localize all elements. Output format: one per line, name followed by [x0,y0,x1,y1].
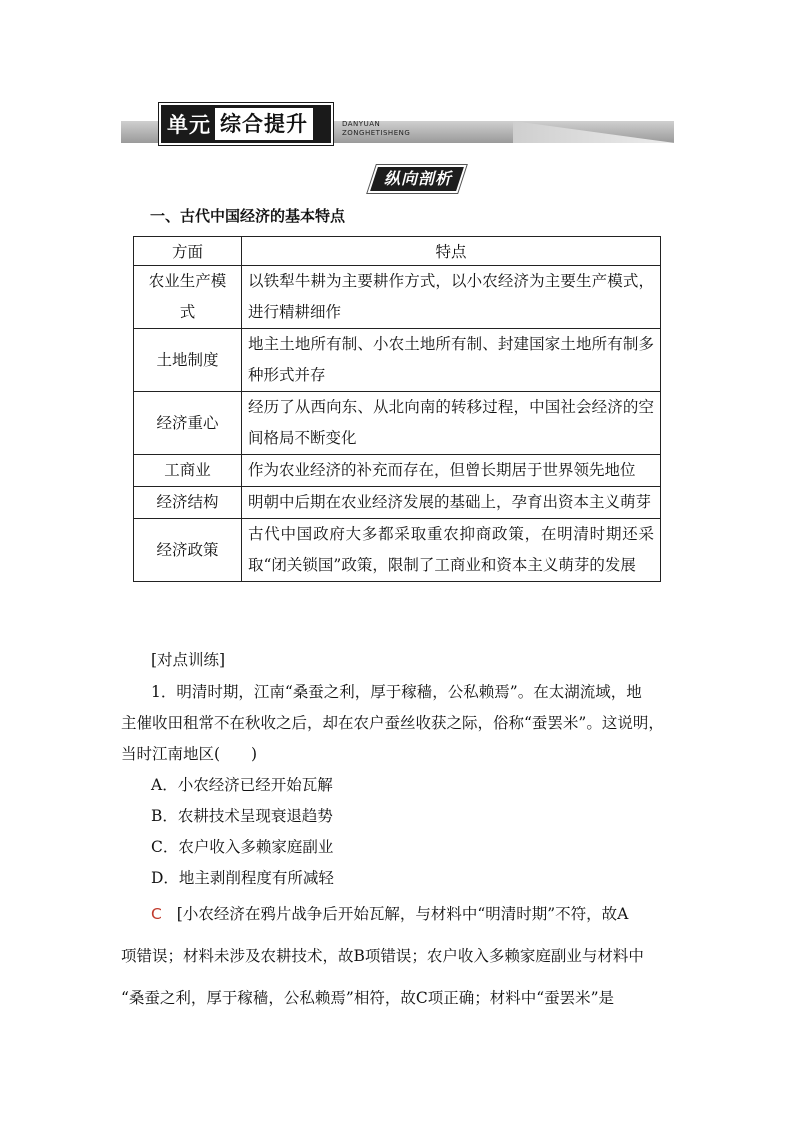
answer-line [151,902,628,924]
banner-pinyin [342,120,410,138]
table-cell-aspect: 土地制度 [134,329,242,392]
training-label: [对点训练] [151,651,226,669]
table-row [134,266,661,329]
table-row [134,455,661,487]
answer-line: “桑蚕之利，厚于稼穑，公私赖焉”相符，故C项正确；材料中“蚕罢米”是 [121,989,615,1007]
answer-text: [小农经济在鸦片战争后开始瓦解，与材料中“明清时期”不符，故A [176,905,629,923]
unit-badge [159,103,333,145]
option-b: B．农耕技术呈现衰退趋势 [151,807,333,825]
table-row [134,392,661,455]
section-tag: 纵向剖析 [383,169,452,188]
table-cell-aspect: 经济结构 [134,487,242,519]
table-cell-feature: 地主土地所有制、小农土地所有制、封建国家土地所有制多种形式并存 [242,329,661,392]
unit-banner [121,103,674,143]
table-header-row [134,237,661,266]
table-row [134,329,661,392]
pinyin-line-2: ZONGHETISHENG [342,129,411,137]
table-row [134,519,661,582]
answer-line: 项错误；材料未涉及农耕技术，故B项错误；农户收入多赖家庭副业与材料中 [121,947,644,965]
aspect-line: 农业生产模 [148,272,227,290]
table-cell-feature: 作为农业经济的补充而存在，但曾长期居于世界领先地位 [242,455,661,487]
table-cell-feature: 明朝中后期在农业经济发展的基础上，孕育出资本主义萌芽 [242,487,661,519]
table-cell-aspect: 经济重心 [134,392,242,455]
question-line: 主催收田租常不在秋收之后，却在农户蚕丝收获之际，俗称“蚕罢米”。这说明， [121,714,664,732]
question-line: 当时江南地区( ) [121,745,258,763]
option-c: C．农户收入多赖家庭副业 [151,838,334,856]
option-a: A．小农经济已经开始瓦解 [151,776,333,794]
table-cell-feature: 古代中国政府大多都采取重农抑商政策，在明清时期还采取“闭关锁国”政策，限制了工商业和资本主义萌芽的发展 [242,519,661,582]
table-header-aspect: 方面 [134,237,242,266]
option-d: D．地主剥削程度有所减轻 [151,869,334,887]
table-header-feature: 特点 [242,237,661,266]
badge-text-summary: 综合提升 [215,108,313,140]
table-cell-aspect [134,266,242,329]
table-row [134,487,661,519]
answer-letter: C [151,905,162,923]
table-cell-feature: 经历了从西向东、从北向南的转移过程，中国社会经济的空间格局不断变化 [242,392,661,455]
table-cell-aspect: 经济政策 [134,519,242,582]
pinyin-line-1: DANYUAN [342,120,381,128]
table-cell-aspect: 工商业 [134,455,242,487]
table-cell-feature: 以铁犁牛耕为主要耕作方式，以小农经济为主要生产模式，进行精耕细作 [242,266,661,329]
question-line: 1．明清时期，江南“桑蚕之利，厚于稼穑，公私赖焉”。在太湖流域，地 [151,683,642,701]
features-table [133,236,661,582]
section-heading: 一、古代中国经济的基本特点 [150,207,346,225]
aspect-line: 式 [179,303,196,321]
badge-text-unit: 单元 [167,113,211,137]
